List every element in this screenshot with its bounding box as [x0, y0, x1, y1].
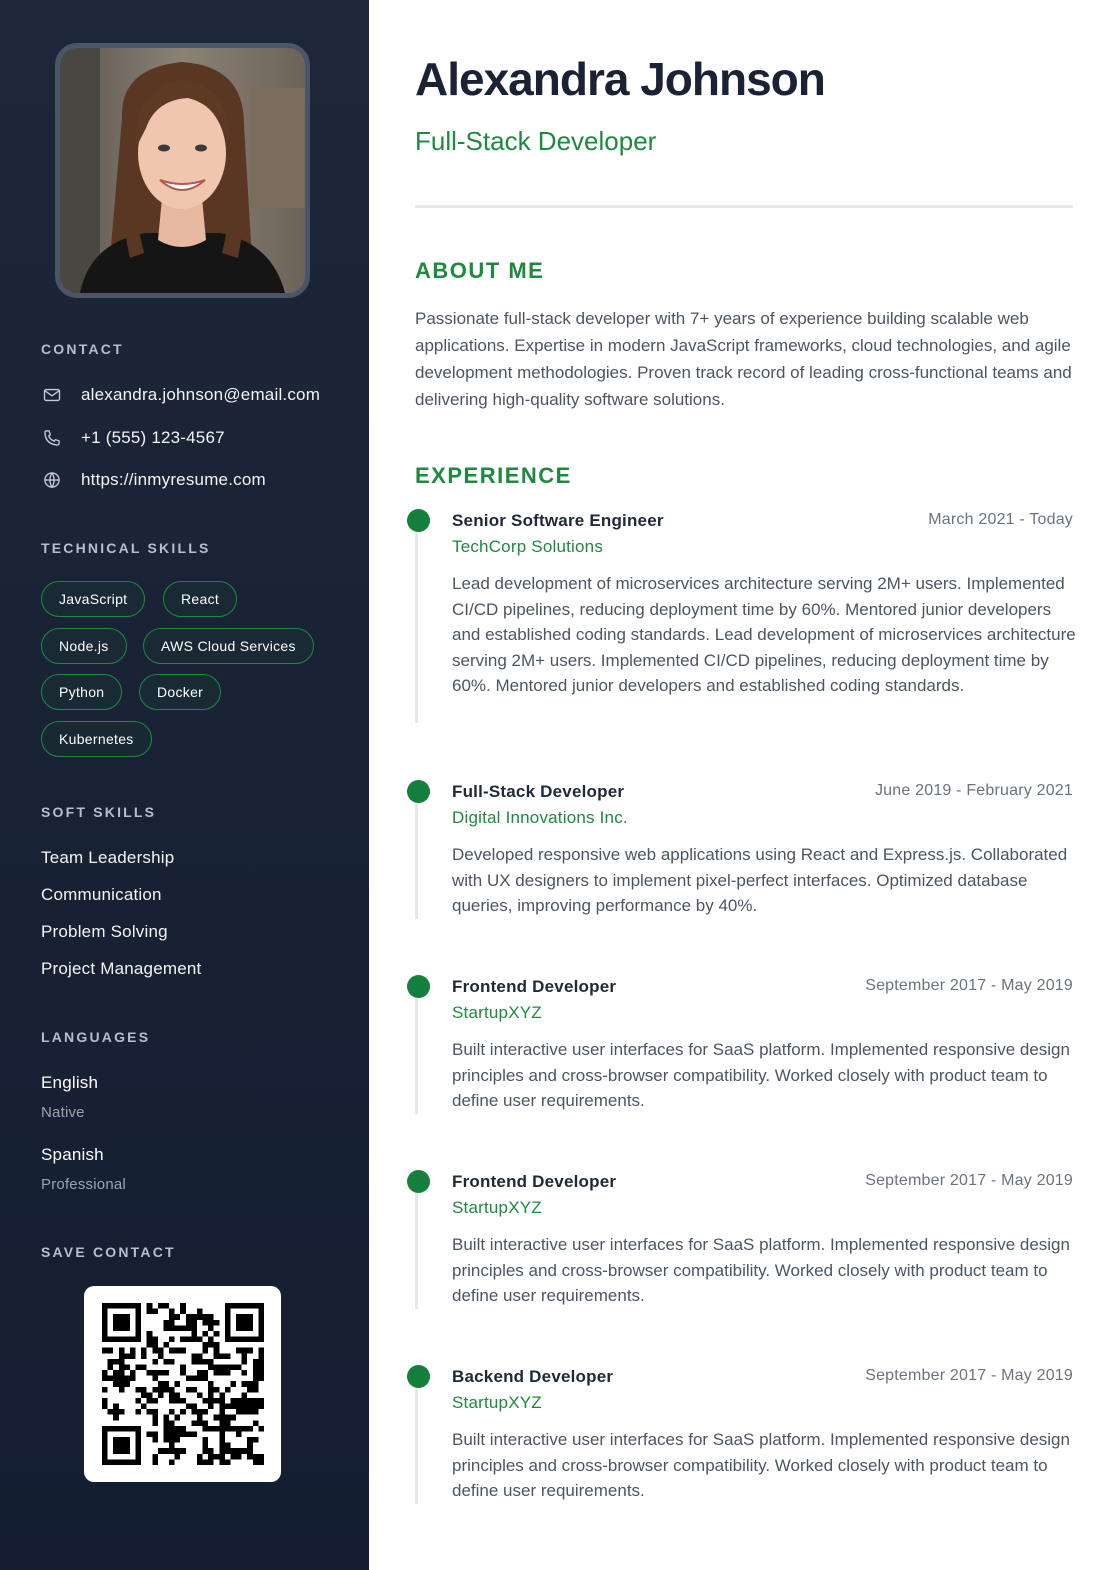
- timeline-line: [415, 1181, 418, 1309]
- website-text: https://inmyresume.com: [81, 470, 266, 489]
- job-description: Built interactive user interfaces for SaaS platform. Implemented responsive design principles and cross-browser compatibility. Worked closely with product team to define user requirements.: [452, 1040, 1070, 1110]
- job-description: Built interactive user interfaces for SaaS platform. Implemented responsive design principles and cross-browser compatibility. Worked closely with product team to define user requirements.: [452, 1235, 1070, 1305]
- timeline-dot: [407, 509, 430, 532]
- contact-email[interactable]: [41, 382, 320, 408]
- candidate-role: Full-Stack Developer: [415, 126, 657, 156]
- language-name: English: [41, 1073, 99, 1092]
- contact-heading: CONTACT: [41, 341, 124, 357]
- job-dates: March 2021 - Today: [928, 511, 1073, 528]
- job-description: Lead development of microservices architecture serving 2M+ users. Implemented CI/CD pipelines, reducing deployment time by 60%. Mentored junior developers and established coding standards. Lead development of microservices architecture serving 2M+ users. Implemented CI/CD pipelines, reducing deployment time by 60%. Mentored junior developers and established coding standards.: [452, 574, 1076, 695]
- job-description: Built interactive user interfaces for SaaS platform. Implemented responsive design principles and cross-browser compatibility. Worked closely with product team to define user requirements.: [452, 1430, 1070, 1500]
- skill-tag: Kubernetes: [41, 721, 152, 757]
- job-company: StartupXYZ: [452, 1198, 542, 1217]
- language-name: Spanish: [41, 1145, 104, 1164]
- main-content: [369, 0, 1112, 1570]
- skill-tag: AWS Cloud Services: [143, 628, 314, 664]
- mail-icon: [41, 384, 63, 406]
- job-dates: September 2017 - May 2019: [865, 1172, 1073, 1189]
- candidate-name: Alexandra Johnson: [415, 53, 825, 105]
- job-company: StartupXYZ: [452, 1003, 542, 1022]
- timeline-line: [415, 520, 418, 723]
- job-title: Full-Stack Developer: [452, 782, 625, 801]
- job-title: Frontend Developer: [452, 977, 617, 996]
- globe-icon: [41, 469, 63, 491]
- about-text: Passionate full-stack developer with 7+ years of experience building scalable web applications. Expertise in modern JavaScript frameworks, cloud technologies, and agile development methodologies. Proven track record of leading cross-functional teams and delivering high-quality software solutions.: [415, 309, 1072, 409]
- timeline-line: [415, 791, 418, 919]
- skill-tag: Docker: [139, 674, 221, 710]
- phone-icon: [41, 427, 63, 449]
- qr-code-icon: [102, 1303, 264, 1465]
- job-dates: June 2019 - February 2021: [874, 782, 1073, 799]
- language-level: Native: [41, 1104, 85, 1121]
- contact-phone[interactable]: [41, 425, 225, 451]
- soft-skill-item: Team Leadership: [41, 848, 175, 867]
- skill-tag: Node.js: [41, 628, 127, 664]
- skill-tag: React: [163, 581, 237, 617]
- job-dates: September 2017 - May 2019: [865, 1367, 1073, 1384]
- soft-skill-item: Project Management: [41, 959, 202, 978]
- timeline-line: [415, 1376, 418, 1504]
- soft-skill-item: Problem Solving: [41, 922, 168, 941]
- job-title: Senior Software Engineer: [452, 511, 664, 530]
- qr-code[interactable]: [84, 1286, 281, 1482]
- skill-tag: Python: [41, 674, 122, 710]
- timeline-dot: [407, 975, 430, 998]
- timeline-dot: [407, 1365, 430, 1388]
- job-dates: September 2017 - May 2019: [865, 977, 1073, 994]
- phone-text: +1 (555) 123-4567: [81, 428, 225, 447]
- timeline-dot: [407, 780, 430, 803]
- skill-tag: JavaScript: [41, 581, 145, 617]
- about-heading: ABOUT ME: [415, 258, 545, 283]
- job-company: StartupXYZ: [452, 1393, 542, 1412]
- timeline-dot: [407, 1170, 430, 1193]
- languages-heading: LANGUAGES: [41, 1029, 151, 1045]
- job-title: Frontend Developer: [452, 1172, 617, 1191]
- timeline-line: [415, 986, 418, 1114]
- job-description: Developed responsive web applications using React and Express.js. Collaborated with UX designers to implement pixel-perfect interfaces. Optimized database queries, improving performance by 40%.: [452, 845, 1068, 915]
- sidebar: [0, 0, 369, 1570]
- technical-skills-heading: TECHNICAL SKILLS: [41, 540, 211, 556]
- contact-website[interactable]: [41, 467, 266, 493]
- experience-heading: EXPERIENCE: [415, 463, 572, 488]
- language-level: Professional: [41, 1176, 126, 1193]
- job-title: Backend Developer: [452, 1367, 614, 1386]
- job-company: TechCorp Solutions: [452, 537, 604, 556]
- save-contact-heading: SAVE CONTACT: [41, 1244, 176, 1260]
- soft-skill-item: Communication: [41, 885, 162, 904]
- email-text: alexandra.johnson@email.com: [81, 385, 321, 404]
- soft-skills-heading: SOFT SKILLS: [41, 804, 157, 820]
- header-divider: [415, 205, 1073, 208]
- job-company: Digital Innovations Inc.: [452, 808, 628, 827]
- profile-photo: [55, 43, 310, 298]
